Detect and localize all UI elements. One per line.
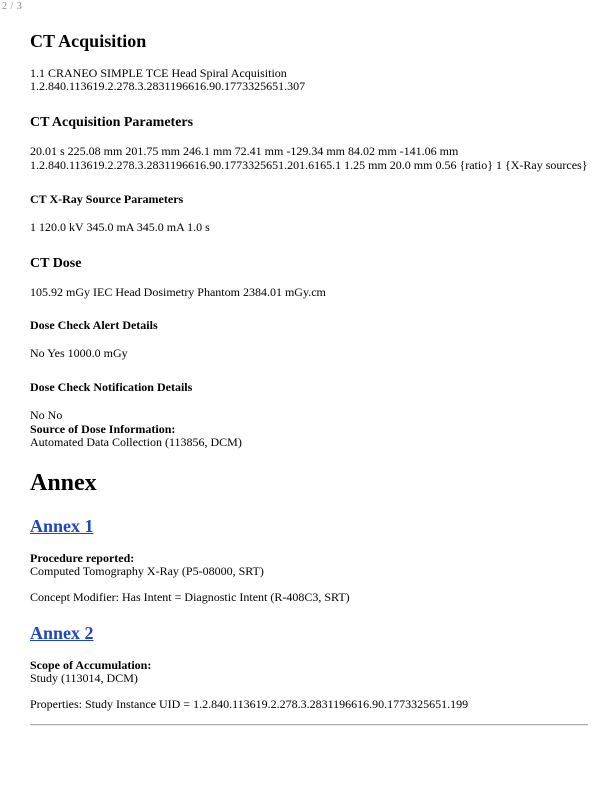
annex-1-heading	[30, 516, 588, 537]
dose-check-notification-text: No No	[30, 407, 63, 422]
study-properties-text: Properties: Study Instance UID = 1.2.840.113619.2.278.3.2831196616.90.1773325651.199	[30, 697, 469, 712]
source-of-dose-information-label: Source of Dose Information:	[30, 421, 176, 436]
section-title-ct-acquisition: CT Acquisition	[30, 31, 147, 51]
section-title-dose-check-notification: Dose Check Notification Details	[30, 380, 193, 395]
procedure-reported-label: Procedure reported:	[30, 550, 135, 565]
section-title-dose-check-alert: Dose Check Alert Details	[30, 318, 158, 333]
annex-1-link[interactable]: Annex 1	[30, 515, 94, 536]
source-of-dose-information-value: Automated Data Collection (113856, DCM)	[30, 435, 242, 450]
dose-check-alert-text: No Yes 1000.0 mGy	[30, 346, 128, 361]
section-title-ct-acquisition-parameters: CT Acquisition Parameters	[30, 115, 194, 131]
ct-acquisition-text	[30, 67, 588, 95]
section-title-annex: Annex	[30, 470, 97, 497]
concept-modifier-text: Concept Modifier: Has Intent = Diagnostic Intent (R-408C3, SRT)	[30, 590, 350, 605]
dose-check-notification-block	[30, 409, 588, 450]
annex-2-link[interactable]: Annex 2	[30, 622, 94, 643]
ct-xray-source-parameters-text: 1 120.0 kV 345.0 mA 345.0 mA 1.0 s	[30, 219, 210, 234]
ct-acquisition-description: 1.1 CRANEO SIMPLE TCE Head Spiral Acquisition	[30, 65, 287, 80]
ct-acquisition-parameters-text: 20.01 s 225.08 mm 201.75 mm 246.1 mm 72.41 mm -129.34 mm 84.02 mm -141.06 mm 1.2.840.113619.2.278.3.2831196616.90.1773325651.201.6165.1 1.25 mm 20.0 mm 0.56 {ratio} 1 {X-Ray sources}	[30, 144, 588, 173]
scope-of-accumulation-label: Scope of Accumulation:	[30, 657, 152, 672]
ct-dose-text: 105.92 mGy IEC Head Dosimetry Phantom 2384.01 mGy.cm	[30, 284, 326, 299]
annex-2-heading	[30, 623, 588, 644]
end-divider	[30, 724, 588, 726]
scope-of-accumulation-block	[30, 659, 588, 687]
section-title-ct-xray-source-parameters: CT X-Ray Source Parameters	[30, 191, 184, 206]
section-title-ct-dose: CT Dose	[30, 255, 82, 271]
scope-of-accumulation-value: Study (113014, DCM)	[30, 671, 138, 686]
page-indicator: 2 / 3	[2, 1, 23, 12]
procedure-reported-block	[30, 552, 588, 580]
ct-acquisition-uid: 1.2.840.113619.2.278.3.2831196616.90.1773325651.307	[30, 79, 306, 94]
procedure-reported-value: Computed Tomography X-Ray (P5-08000, SRT)	[30, 564, 264, 579]
